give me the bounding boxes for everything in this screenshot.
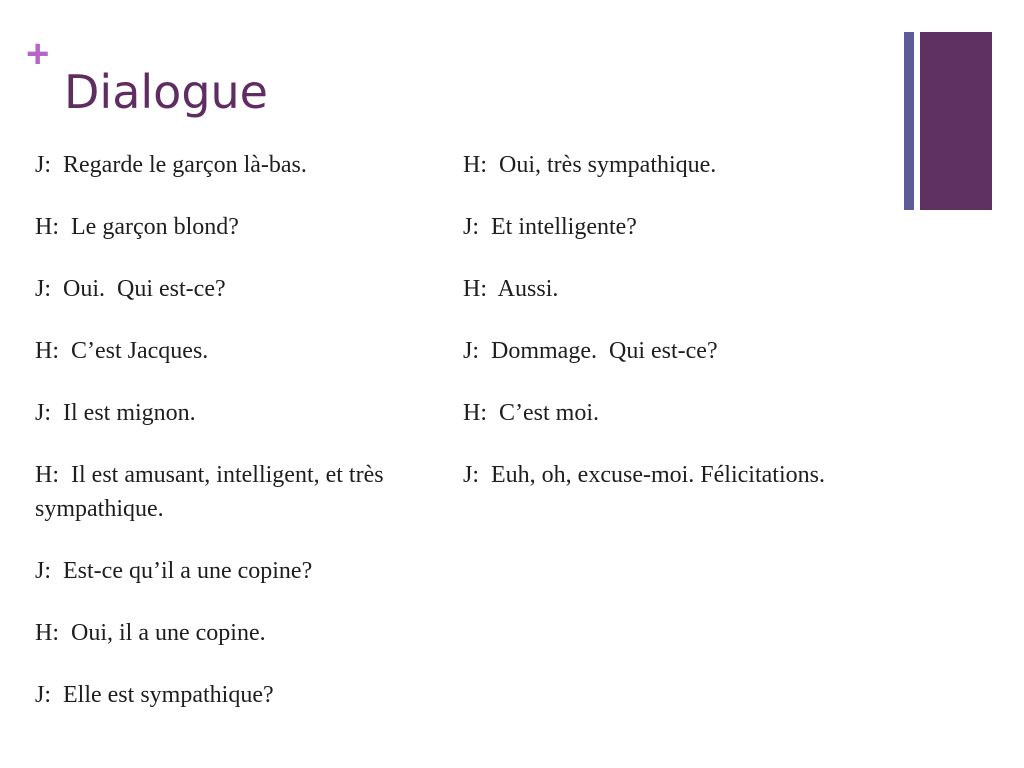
- dialogue-line: J: Et intelligente?: [463, 214, 637, 240]
- dialogue-line: J: Regarde le garçon là-bas.: [35, 152, 307, 178]
- dialogue-line: J: Elle est sympathique?: [35, 682, 274, 708]
- dialogue-line: J: Oui. Qui est-ce?: [35, 276, 226, 302]
- dialogue-line: H: Oui, très sympathique.: [463, 152, 717, 178]
- dialogue-line: J: Il est mignon.: [35, 400, 196, 426]
- dialogue-line: J: Est-ce qu’il a une copine?: [35, 558, 313, 584]
- dialogue-line: H: Aussi.: [463, 276, 559, 302]
- dialogue-line: H: Oui, il a une copine.: [35, 620, 266, 646]
- dialogue-line: H: C’est Jacques.: [35, 338, 209, 364]
- dialogue-line: H: Il est amusant, intelligent, et très sympathique.: [35, 462, 390, 522]
- dialogue-line: H: C’est moi.: [463, 400, 599, 426]
- slide-title: Dialogue: [64, 65, 268, 119]
- dialogue-column-left: [35, 148, 450, 740]
- dialogue-column-right: [463, 148, 883, 520]
- dialogue-line: J: Euh, oh, excuse-moi. Félicitations.: [463, 462, 825, 488]
- dialogue-line: H: Le garçon blond?: [35, 214, 239, 240]
- plus-icon: +: [26, 32, 50, 76]
- dialogue-line: J: Dommage. Qui est-ce?: [463, 338, 718, 364]
- decorative-bar-thick: [920, 32, 992, 210]
- decorative-bar-thin: [904, 32, 914, 210]
